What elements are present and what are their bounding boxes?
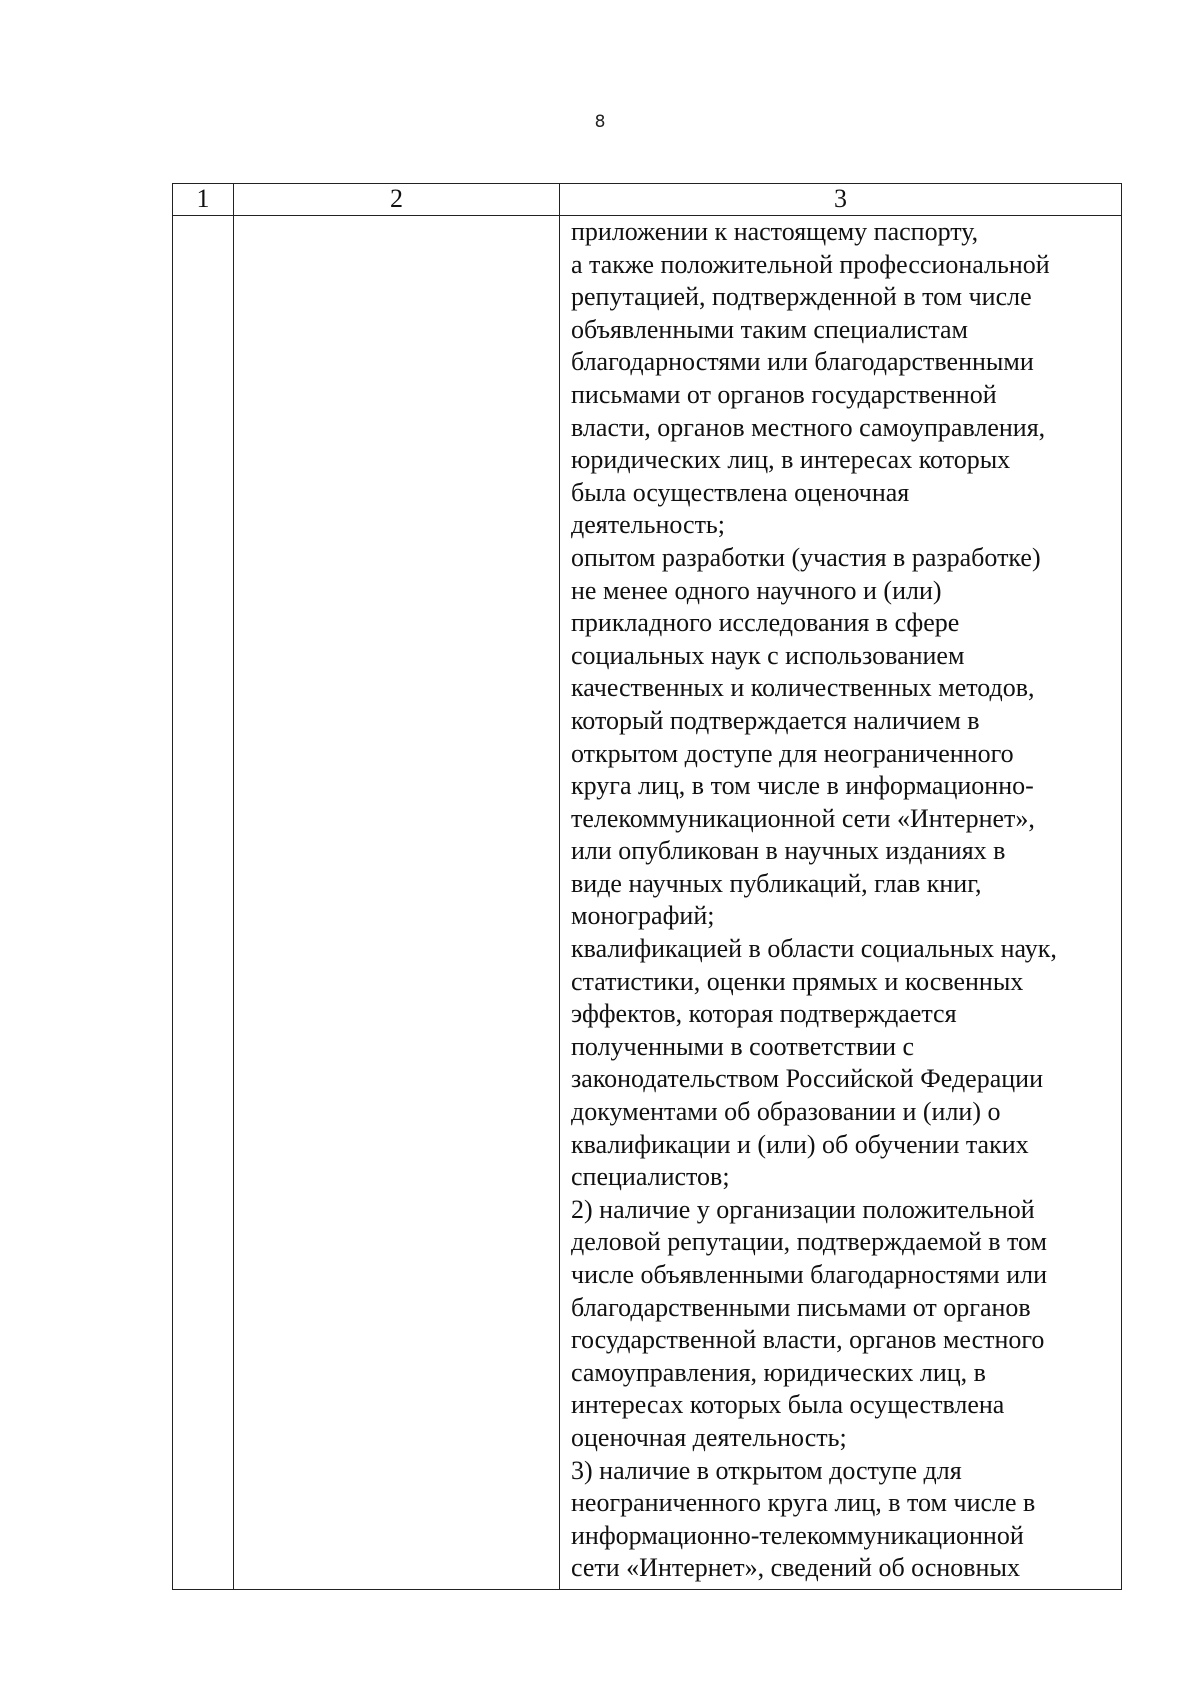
text-line: деятельность; xyxy=(571,510,726,540)
text-line: законодательством Российской Федерации xyxy=(571,1064,1043,1094)
text-line: деловой репутации, подтверждаемой в том xyxy=(571,1227,1047,1257)
document-table xyxy=(172,183,1122,1590)
text-line: качественных и количественных методов, xyxy=(571,673,1035,703)
text-line: эффектов, которая подтверждается xyxy=(571,999,957,1029)
text-line: монографий; xyxy=(571,901,715,931)
text-line: репутацией, подтвержденной в том числе xyxy=(571,282,1032,312)
text-line: телекоммуникационной сети «Интернет», xyxy=(571,803,1035,833)
text-line: полученными в соответствии с xyxy=(571,1031,915,1061)
text-line: юридических лиц, в интересах которых xyxy=(571,445,1011,475)
text-line: статистики, оценки прямых и косвенных xyxy=(571,966,1024,996)
text-line: власти, органов местного самоуправления, xyxy=(571,412,1046,442)
text-line: прикладного исследования в сфере xyxy=(571,608,960,638)
text-line: 3) наличие в открытом доступе для xyxy=(571,1455,962,1485)
text-line: квалификации и (или) об обучении таких xyxy=(571,1129,1029,1159)
text-line: открытом доступе для неограниченного xyxy=(571,738,1014,768)
text-line: благодарностями или благодарственными xyxy=(571,347,1034,377)
cell-column-2 xyxy=(234,216,560,1590)
text-line: или опубликован в научных изданиях в xyxy=(571,836,1006,866)
text-line: самоуправления, юридических лиц, в xyxy=(571,1357,986,1387)
cell-column-3 xyxy=(560,216,1122,1590)
text-line: сети «Интернет», сведений об основных xyxy=(571,1553,1020,1583)
text-line: информационно-телекоммуникационной xyxy=(571,1520,1024,1550)
text-line: виде научных публикаций, глав книг, xyxy=(571,868,982,898)
cell-column-3-text xyxy=(560,216,1121,1585)
text-line: 2) наличие у организации положительной xyxy=(571,1194,1035,1224)
text-line: благодарственными письмами от органов xyxy=(571,1292,1031,1322)
page-number: 8 xyxy=(594,112,606,132)
text-line: не менее одного научного и (или) xyxy=(571,575,942,605)
table-row xyxy=(173,216,1122,1590)
cell-column-1 xyxy=(173,216,234,1590)
header-cell-3: 3 xyxy=(560,184,1122,216)
text-line: квалификацией в области социальных наук, xyxy=(571,934,1057,964)
text-line: специалистов; xyxy=(571,1162,730,1192)
text-line: была осуществлена оценочная xyxy=(571,477,910,507)
table-header-row xyxy=(173,184,1122,216)
text-line: объявленными таким специалистам xyxy=(571,314,969,344)
text-line: социальных наук с использованием xyxy=(571,640,965,670)
text-line: оценочная деятельность; xyxy=(571,1422,847,1452)
text-line: государственной власти, органов местного xyxy=(571,1325,1045,1355)
text-line: а также положительной профессиональной xyxy=(571,249,1050,279)
header-cell-1: 1 xyxy=(173,184,234,216)
text-line: опытом разработки (участия в разработке) xyxy=(571,542,1041,572)
text-line: документами об образовании и (или) о xyxy=(571,1097,1001,1127)
text-line: который подтверждается наличием в xyxy=(571,705,980,735)
text-line: неограниченного круга лиц, в том числе в xyxy=(571,1488,1036,1518)
text-line: приложении к настоящему паспорту, xyxy=(571,217,979,247)
header-cell-2: 2 xyxy=(234,184,560,216)
text-line: интересах которых была осуществлена xyxy=(571,1390,1005,1420)
text-line: письмами от органов государственной xyxy=(571,379,997,409)
text-line: числе объявленными благодарностями или xyxy=(571,1260,1048,1290)
text-line: круга лиц, в том числе в информационно- xyxy=(571,771,1034,801)
